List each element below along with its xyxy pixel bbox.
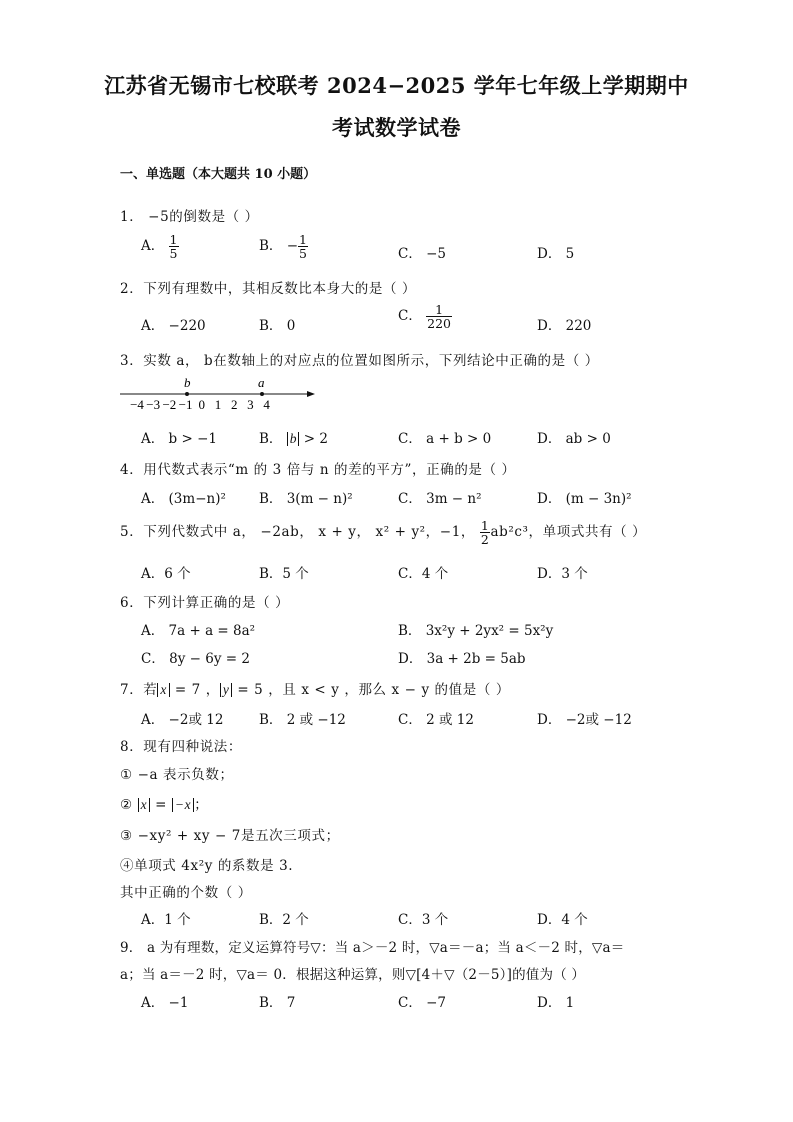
axis-tick-label: −3 (146, 397, 161, 412)
q7-option-a: A． −2或 12 (141, 712, 224, 728)
q9-stem-line2: a；当 a＝－2 时，▽a＝ 0．根据这种运算，则▽[4＋▽（2－5）]的值为（ ） (120, 967, 586, 983)
q1-option-d: D． 5 (537, 246, 575, 262)
q7-abs-y: y (220, 683, 233, 697)
q8-abs-neg-x: −x (172, 798, 194, 812)
exam-title-line1: 江苏省无锡市七校联考 2024−2025 学年七年级上学期期中 (104, 73, 689, 98)
q5-option-c: C．4 个 (398, 566, 449, 582)
q1-b-fraction: $\frac{1}{5}$ (299, 232, 307, 262)
q8-option-d: D．4 个 (537, 912, 588, 928)
q1-option-c: C． −5 (398, 246, 447, 262)
q8-statement-4: ④单项式 4x²y 的系数是 3. (120, 858, 294, 874)
exam-title-line2: 考试数学试卷 (332, 115, 461, 140)
q1-option-a: A． $\frac{1}{5}$ (141, 232, 178, 262)
q1-a-fraction: $\frac{1}{5}$ (169, 232, 178, 262)
q7-option-d: D． −2或 −12 (537, 712, 632, 728)
q8-option-a: A．1 个 (141, 912, 191, 928)
q7-abs-x: x (157, 683, 170, 697)
axis-tick-label: 1 (214, 397, 222, 412)
axis-tick-label: 4 (263, 397, 270, 412)
point-b-dot (185, 392, 189, 396)
axis-tick-label: −2 (162, 397, 177, 412)
q2-option-b: B． 0 (259, 318, 296, 334)
q6-option-a: A． 7a + a = 8a² (141, 623, 256, 639)
section-heading: 一、单选题（本大题共 10 小题） (120, 167, 317, 182)
q5-option-a: A．6 个 (141, 566, 191, 582)
q3-option-a: A． b > −1 (141, 431, 217, 447)
q9-option-d: D． 1 (537, 995, 575, 1011)
q5-fraction: $\frac{1}{2}$ (480, 518, 490, 548)
q9-option-c: C． −7 (398, 995, 447, 1011)
point-b-label: b (184, 375, 191, 390)
q8-abs-x: x (138, 798, 151, 812)
q2-option-c: C． $\frac{1}{220}$ (398, 302, 451, 332)
q4-option-d: D． (m − 3n)² (537, 491, 632, 507)
q8-option-b: B．2 个 (259, 912, 309, 928)
q3-option-c: C． a + b > 0 (398, 431, 492, 447)
q8-question: 其中正确的个数（ ） (120, 885, 252, 901)
q4-stem: 4．用代数式表示“m 的 3 倍与 n 的差的平方”，正确的是（ ） (120, 462, 516, 478)
q4-option-a: A． (3m−n)² (141, 491, 226, 507)
axis-tick-label: 3 (247, 397, 254, 412)
q6-option-b: B． 3x²y + 2yx² = 5x²y (398, 623, 554, 639)
q8-statement-3: ③ −xy² + xy − 7是五次三项式； (120, 828, 340, 844)
axis-tick-label: 0 (198, 397, 206, 412)
q5-stem: 5．下列代数式中 a， −2ab， x + y， x² + y²，−1， $\frac{1}{2}$ ab²c³，单项式共有（ ） (120, 518, 647, 548)
q8-statement-2: ② x = −x ； (120, 797, 209, 813)
q8-stem: 8．现有四种说法： (120, 739, 242, 755)
q5-option-d: D．3 个 (537, 566, 588, 582)
q2-option-a: A． −220 (141, 318, 206, 334)
q3-number-line (118, 374, 318, 414)
axis-tick-label: −1 (178, 397, 193, 412)
axis-tick-label: −4 (130, 397, 144, 412)
q4-option-b: B． 3(m − n)² (259, 491, 353, 507)
q9-option-a: A． −1 (141, 995, 189, 1011)
q6-option-c: C． 8y − 6y = 2 (141, 651, 250, 667)
q7-option-b: B． 2 或 −12 (259, 712, 346, 728)
q8-option-c: C．3 个 (398, 912, 449, 928)
q3-b-abs: b (287, 432, 300, 446)
q5-option-b: B．5 个 (259, 566, 309, 582)
q2-option-d: D． 220 (537, 318, 592, 334)
q3-option-b: B． b > 2 (259, 431, 328, 447)
axis-tick-label: 2 (230, 397, 238, 412)
q2-stem: 2．下列有理数中，其相反数比本身大的是（ ） (120, 281, 417, 297)
q2-c-fraction: $\frac{1}{220}$ (427, 302, 451, 332)
q7-stem: 7．若 x = 7 ， y = 5 ，且 x < y ，那么 x − y 的值是（ ） (120, 682, 510, 698)
q1-option-b: B． − $\frac{1}{5}$ (259, 232, 307, 262)
q3-stem: 3．实数 a， b在数轴上的对应点的位置如图所示，下列结论中正确的是（ ） (120, 353, 599, 369)
q1-stem: 1． −5的倒数是（ ） (120, 209, 259, 225)
q4-option-c: C． 3m − n² (398, 491, 482, 507)
q8-statement-1: ① −a 表示负数； (120, 767, 234, 783)
q6-option-d: D． 3a + 2b = 5ab (398, 651, 526, 667)
q9-stem-line1: 9． a 为有理数，定义运算符号▽：当 a＞－2 时，▽a＝－a；当 a＜－2 时，▽a＝ (120, 940, 625, 956)
q3-option-d: D． ab > 0 (537, 431, 611, 447)
q6-stem: 6．下列计算正确的是（ ） (120, 595, 290, 611)
q7-option-c: C． 2 或 12 (398, 712, 474, 728)
q9-option-b: B． 7 (259, 995, 296, 1011)
point-a-dot (260, 392, 264, 396)
point-a-label: a (258, 375, 265, 390)
